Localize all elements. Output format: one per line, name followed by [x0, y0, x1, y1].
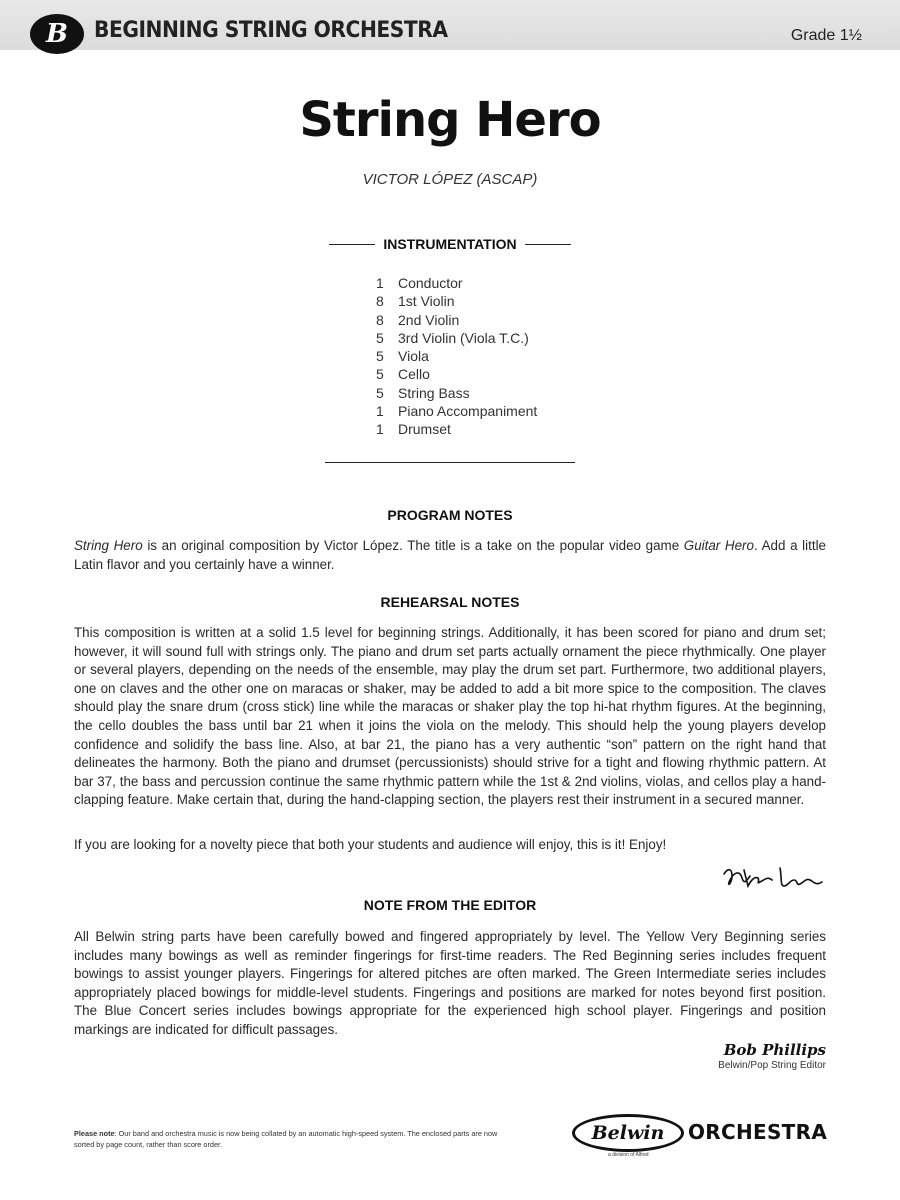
part-quantity: 5	[376, 384, 384, 401]
list-item	[376, 384, 537, 402]
logo-letter: B	[46, 19, 68, 49]
program-notes-text-part: . Add a little Latin flavor and you certainly have a winner.	[74, 538, 826, 572]
piece-title-italic: String Hero	[74, 538, 143, 553]
part-quantity: 1	[376, 275, 384, 291]
grade-level: Grade 1½	[790, 27, 862, 44]
heading-rule-left	[329, 244, 375, 245]
belwin-b-logo	[30, 14, 84, 54]
composer-signature	[720, 862, 828, 892]
rehearsal-notes-paragraph: This composition is written at a solid 1.5 level for beginning strings. Additionally, it has been scored for piano and drum set; however, it will sound full with strings only. The piano and drum set parts actually ornament the piece rhythmically. One player or several players, depending on the needs of the ensemble, may play the drum set part. Furthermore, two additional players, one on claves and the other one on maracas or shaker, may be added to add a bit more spice to the composition. The claves should play the snare drum (cross stick) line while the maracas or shaker play the top hi-hat rhythm figures. At the beginning, the cello doubles the bass until bar 21 when it joins the viola on the melody. This should help the young players develop confidence and solidify the bass line. Also, at bar 21, the piano has a very authentic “son” pattern on the right hand that delineates the harmony. Both the piano and drumset (percussionists) should strive for a tight and flowing rhythmic pattern. At bar 37, the bass and percussion continue the same rhythmic pattern while the 1st & 2nd violins, violas, and cellos play a hand-clapping feature. Make certain that, during the hand-clapping section, the players rest their instrument in a secured manner.	[74, 625, 826, 808]
rehearsal-notes-closing: If you are looking for a novelty piece that both your students and audience will enjoy, this is it! Enjoy!	[74, 837, 667, 852]
belwin-oval-logo	[572, 1114, 684, 1152]
part-name: Conductor	[398, 275, 463, 291]
belwin-wordmark: Belwin	[591, 1122, 665, 1144]
part-name: Cello	[398, 366, 430, 383]
orchestra-wordmark: ORCHESTRA	[688, 1120, 828, 1144]
list-item	[376, 420, 537, 438]
list-item	[376, 292, 537, 310]
instrumentation-heading-text: INSTRUMENTATION	[383, 236, 517, 252]
rehearsal-notes-heading: REHEARSAL NOTES	[380, 594, 520, 610]
part-quantity: 8	[376, 293, 384, 310]
program-notes-text	[74, 537, 826, 574]
part-quantity: 1	[376, 403, 384, 420]
instrumentation-divider	[325, 462, 575, 463]
part-quantity: 1	[376, 421, 384, 438]
program-notes-heading: PROGRAM NOTES	[387, 507, 513, 523]
part-name: 2nd Violin	[398, 311, 460, 328]
part-name: 3rd Violin (Viola T.C.)	[398, 329, 529, 346]
page-title: String Hero	[299, 92, 601, 148]
editor-note-heading: NOTE FROM THE EDITOR	[363, 897, 537, 913]
part-name: Viola	[398, 348, 429, 365]
program-notes-text-part: is an original composition by Victor López. The title is a take on the popular video game	[142, 538, 684, 553]
list-item	[376, 274, 537, 292]
instrumentation-list	[376, 274, 537, 439]
part-name: String Bass	[398, 384, 470, 401]
series-title: BEGINNING STRING ORCHESTRA	[94, 18, 448, 43]
editor-note-text: All Belwin string parts have been carefully bowed and fingered appropriately by level. The Yellow Very Beginning series includes many bowings as well as reminder fingerings for first-time readers. The Red Beginning series includes frequent bowings to assist younger players. Fingerings for altered pitches are often marked. The Green Intermediate series includes appropriately placed bowings for middle-level students. Fingerings and positions are marked for notes beyond first position. The Blue Concert series includes bowings appropriate for the experienced high school player. Fingerings and position markings are indicated for difficult passages.	[74, 929, 826, 1037]
belwin-orchestra-logo	[572, 1110, 832, 1158]
collation-footnote	[74, 1128, 514, 1150]
composer-credit: VICTOR LÓPEZ (ASCAP)	[362, 171, 538, 188]
game-title-italic: Guitar Hero	[683, 538, 754, 553]
part-quantity: 5	[376, 348, 384, 365]
part-name: Drumset	[398, 421, 451, 438]
part-name: Piano Accompaniment	[398, 403, 538, 420]
list-item	[376, 347, 537, 365]
belwin-tagline: a division of Alfred	[608, 1152, 649, 1158]
part-quantity: 5	[376, 329, 384, 346]
editor-signature: Bob Phillips	[723, 1041, 826, 1059]
part-quantity: 5	[376, 366, 384, 383]
list-item	[376, 311, 537, 329]
part-quantity: 8	[376, 311, 384, 328]
editor-title: Belwin/Pop String Editor	[718, 1060, 826, 1071]
footnote-text: : Our band and orchestra music is now being collated by an automatic high-speed system. The enclosed parts are now sorted by page count, rather than score order.	[74, 1129, 498, 1149]
instrumentation-heading	[0, 236, 900, 252]
part-name: 1st Violin	[398, 293, 455, 310]
list-item	[376, 365, 537, 383]
list-item	[376, 402, 537, 420]
list-item	[376, 329, 537, 347]
footnote-label: Please note	[74, 1129, 115, 1138]
heading-rule-right	[525, 244, 571, 245]
